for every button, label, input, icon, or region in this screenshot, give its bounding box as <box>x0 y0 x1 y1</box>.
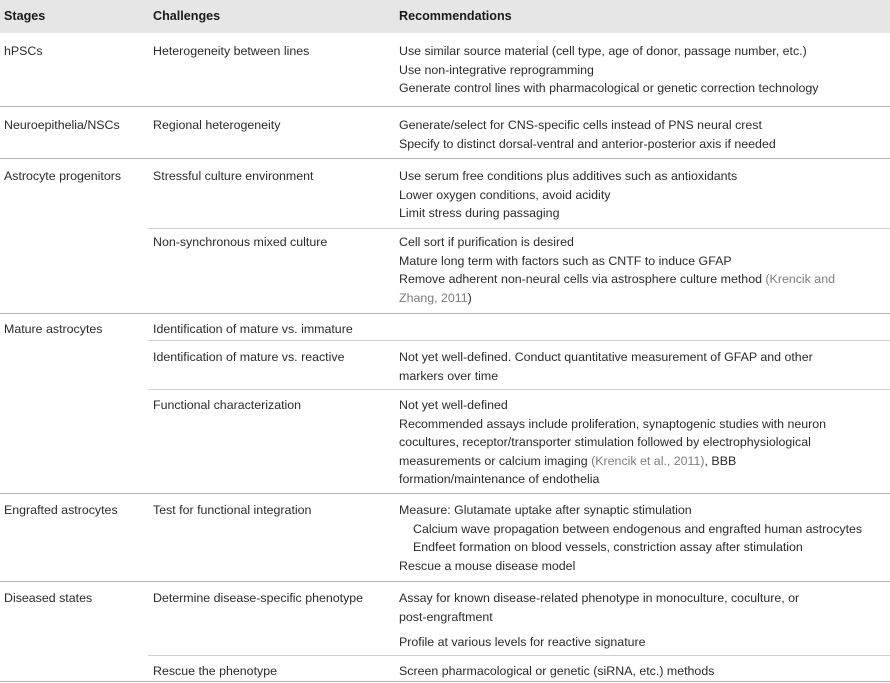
rec-text: measurements or calcium imaging <box>399 453 592 468</box>
rec-line: Measure: Glutamate uptake after synaptic stimulation <box>399 503 692 517</box>
recommendations-hpscs <box>399 42 818 98</box>
row-divider <box>0 158 890 159</box>
rec-text: ) <box>467 290 472 305</box>
row-divider <box>0 106 890 107</box>
stage-hpscs: hPSCs <box>4 44 43 58</box>
row-divider <box>0 313 890 314</box>
rec-line: Cell sort if purification is desired <box>399 235 574 249</box>
rec-line: markers over time <box>399 368 499 383</box>
challenge-mature-vs-reactive: Identification of mature vs. reactive <box>153 350 345 364</box>
table-header <box>0 0 890 33</box>
stage-neuroepithelia: Neuroepithelia/NSCs <box>4 118 120 132</box>
challenge-stressful: Stressful culture environment <box>153 169 314 183</box>
row-divider <box>0 581 890 582</box>
header-challenges: Challenges <box>153 9 221 23</box>
sub-row-divider <box>148 228 890 229</box>
rec-line: Not yet well-defined <box>399 398 508 412</box>
table-bottom-border <box>0 681 890 682</box>
rec-line: post-engraftment <box>399 609 493 624</box>
challenge-regional: Regional heterogeneity <box>153 118 281 132</box>
challenge-heterogeneity: Heterogeneity between lines <box>153 44 310 58</box>
recommendations-disease-phenotype <box>399 589 799 626</box>
rec-line: Assay for known disease-related phenotype in monoculture, coculture, or <box>399 591 800 605</box>
challenge-mature-vs-immature: Identification of mature vs. immature <box>153 322 353 336</box>
rec-text: , BBB <box>704 453 737 468</box>
challenge-non-synchronous: Non-synchronous mixed culture <box>153 235 328 249</box>
rec-line <box>399 270 835 289</box>
recommendations-stressful <box>399 167 737 223</box>
rec-line: Use similar source material (cell type, age of donor, passage number, etc.) <box>399 44 807 58</box>
citation: (Krencik and <box>765 272 835 286</box>
sub-row-divider <box>148 655 890 656</box>
rec-line: Lower oxygen conditions, avoid acidity <box>399 187 611 202</box>
recommendations-neuroepithelia <box>399 116 776 153</box>
recommendations-mature-vs-reactive <box>399 348 813 385</box>
rec-line: formation/maintenance of endothelia <box>399 472 600 486</box>
recommendations-engrafted <box>399 501 862 575</box>
stage-engrafted: Engrafted astrocytes <box>4 503 118 517</box>
rec-line: Screen pharmacological or genetic (siRNA, etc.) methods <box>399 664 715 678</box>
recommendations-functional <box>399 396 826 489</box>
header-stages: Stages <box>4 9 46 23</box>
rec-line: Generate/select for CNS-specific cells instead of PNS neural crest <box>399 118 762 132</box>
header-recommendations: Recommendations <box>399 9 512 23</box>
challenge-functional-integration: Test for functional integration <box>153 503 312 517</box>
citation: (Krencik et al., 2011) <box>591 453 705 468</box>
challenge-functional: Functional characterization <box>153 398 302 412</box>
rec-line: Not yet well-defined. Conduct quantitative measurement of GFAP and other <box>399 350 813 364</box>
rec-line: cocultures, receptor/transporter stimulation followed by electrophysiological <box>399 435 811 449</box>
rec-line <box>399 452 826 471</box>
citation: Zhang, 2011 <box>399 290 468 305</box>
rec-line: Recommended assays include proliferation, synaptogenic studies with neuron <box>399 416 827 431</box>
recommendations-reactive-signature <box>399 633 646 652</box>
stage-mature-astrocytes: Mature astrocytes <box>4 322 103 336</box>
recommendations-rescue <box>399 662 714 681</box>
sub-row-divider <box>148 389 890 390</box>
rec-line: Use serum free conditions plus additives such as antioxidants <box>399 169 738 183</box>
challenge-rescue: Rescue the phenotype <box>153 664 277 678</box>
challenge-disease-phenotype: Determine disease-specific phenotype <box>153 591 364 605</box>
rec-line: Rescue a mouse disease model <box>399 558 576 573</box>
row-divider <box>0 493 890 494</box>
rec-line <box>399 289 835 308</box>
rec-line: Generate control lines with pharmacological or genetic correction technology <box>399 81 819 95</box>
recommendations-non-synchronous <box>399 233 835 307</box>
stage-astrocyte-progenitors: Astrocyte progenitors <box>4 169 122 183</box>
rec-line: Endfeet formation on blood vessels, constriction assay after stimulation <box>413 540 803 554</box>
rec-line: Profile at various levels for reactive signature <box>399 635 646 649</box>
sub-row-divider <box>148 340 890 341</box>
rec-line: Calcium wave propagation between endogenous and engrafted human astrocytes <box>413 521 863 536</box>
rec-line: Specify to distinct dorsal-ventral and anterior-posterior axis if needed <box>399 136 776 151</box>
rec-line: Mature long term with factors such as CNTF to induce GFAP <box>399 253 732 268</box>
rec-text: Remove adherent non-neural cells via astrosphere culture method <box>399 272 766 286</box>
rec-line: Limit stress during passaging <box>399 206 560 220</box>
rec-line: Use non-integrative reprogramming <box>399 62 594 77</box>
stage-diseased: Diseased states <box>4 591 93 605</box>
